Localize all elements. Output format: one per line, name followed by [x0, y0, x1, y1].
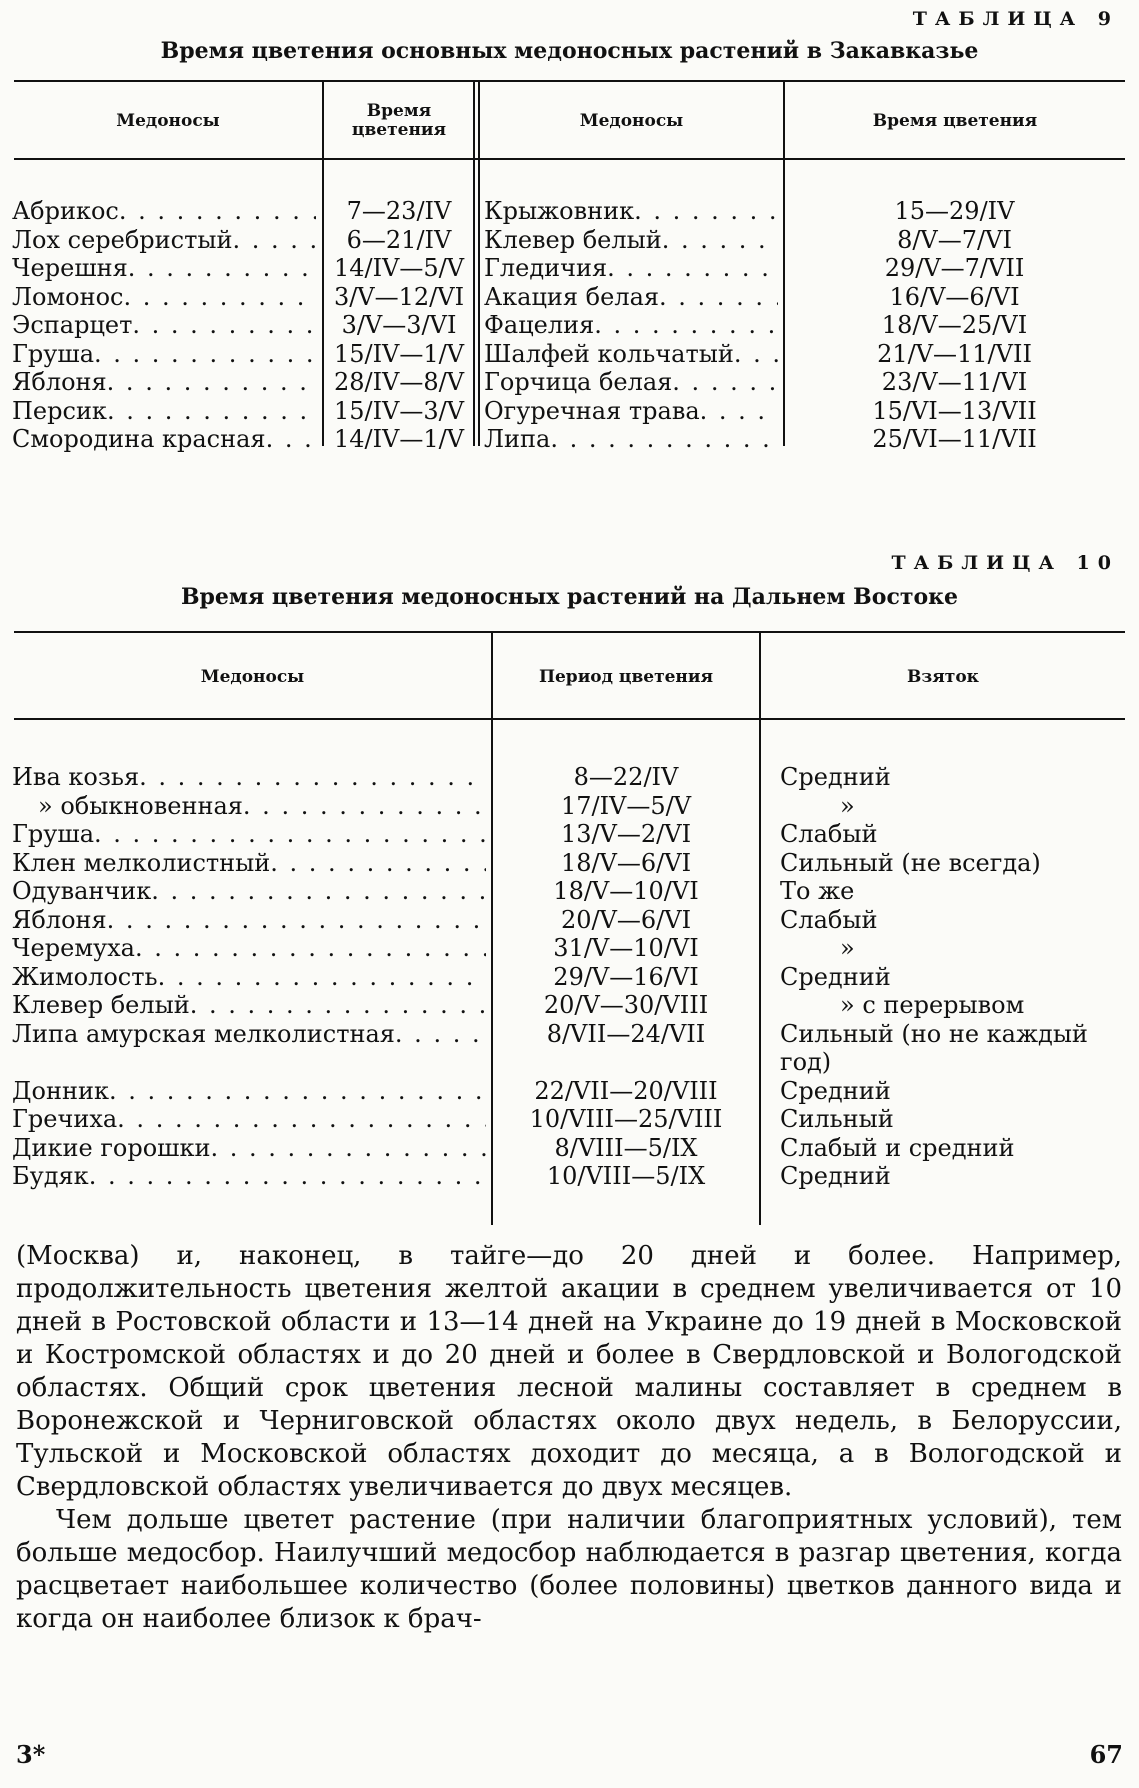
table-row: Горчица белая . . . [484, 368, 778, 397]
table9-right-names [484, 197, 778, 454]
table-row: Гречиха . . . [12, 1105, 486, 1134]
table10-header-plants: Медоносы [200, 667, 305, 687]
table-row: Черемуха . . . [12, 934, 486, 963]
table-cell: 10/VIII—5/IX [546, 1162, 706, 1190]
table-cell: 21/V—11/VII [877, 339, 1032, 368]
table-cell: 15/VI—13/VII [872, 396, 1037, 425]
table9-header-rule [14, 158, 1125, 160]
table10-header-rule [14, 718, 1125, 720]
table9-caption: ТАБЛИЦА 9 [912, 8, 1119, 30]
table-row: Груша . . . [12, 340, 316, 369]
table-cell: 22/VII—20/VIII [534, 1076, 718, 1105]
table-row: Яблоня . . . [12, 906, 486, 935]
table-cell: Средний [780, 763, 891, 791]
table-row: Липа . . . [484, 425, 778, 454]
table9-left-names [12, 197, 316, 454]
table-cell: То же [780, 877, 855, 905]
table-cell: Сильный [780, 1105, 894, 1133]
table-cell: 8/V—7/VI [897, 225, 1012, 254]
table-row: Ломонос . . . [12, 283, 316, 312]
table-row: Груша . . . [12, 820, 486, 849]
table-row: Фацелия . . . [484, 311, 778, 340]
table-cell: » с перерывом [840, 991, 1025, 1019]
table9-divider-1 [322, 82, 324, 446]
table-row: Эспарцет . . . [12, 311, 316, 340]
table-cell: 17/IV—5/V [560, 791, 692, 820]
table-cell: 8/VII—24/VII [546, 1019, 706, 1048]
table-cell: Слабый и средний [780, 1133, 1015, 1162]
table9-header-time-left: Время цветения [351, 101, 447, 140]
table-row: Шалфей кольчатый . . . [484, 340, 778, 369]
table-row: Ива козья . . . [12, 763, 486, 792]
table-cell: 3/V—3/VI [341, 311, 457, 339]
table10-divider-2 [759, 633, 761, 1225]
table10-names [12, 763, 486, 1191]
table9-left-times [326, 197, 472, 454]
body-text [16, 1240, 1122, 1636]
table9-header-time-right: Время цветения [872, 111, 1038, 131]
table-row: Гледичия . . . [484, 254, 778, 283]
table-cell: 8—22/IV [573, 763, 679, 791]
table-row: Донник . . . [12, 1077, 486, 1106]
table-row: Абрикос . . . [12, 197, 316, 226]
table-cell: 14/IV—1/V [333, 425, 465, 453]
table10-caption: ТАБЛИЦА 10 [891, 552, 1119, 574]
paragraph-1: (Москва) и, наконец, в тайге—до 20 дней и более. Например, продолжительность цветения желтой акации в среднем увеличивается от 10 дней в Ростовской области и 13—14 дней на Украине до 19 дней в Московской и Костромской областях и до 20 дней и более в Свердловской и Вологодской областях. Общий срок цветения лесной малины составляет в среднем в Воронежской и Черниговской областях около двух недель, в Белоруссии, Тульской и Московской областях доходит до месяца, а в Вологодской и Свердловской областях увеличивается до двух месяцев. [16, 1241, 1122, 1502]
table-cell: Средний [780, 1162, 891, 1190]
page-number: 67 [1089, 1740, 1123, 1769]
table-cell: Средний [780, 962, 891, 991]
table-cell: 6—21/IV [346, 225, 452, 254]
signature-mark: 3* [16, 1740, 46, 1769]
table-row: Огуречная трава . . . [484, 397, 778, 426]
table-cell: Средний [780, 1076, 891, 1105]
table-cell: 23/V—11/VI [881, 368, 1028, 396]
table-row: Персик . . . [12, 397, 316, 426]
table9-divider-2b [478, 82, 480, 446]
table-cell: 16/V—6/VI [889, 282, 1020, 311]
table-row: Липа амурская мелколистная . . . [12, 1020, 486, 1077]
table-row: Смородина красная . . . [12, 425, 316, 454]
table-cell: Сильный (но не каждый год) [780, 1019, 1088, 1076]
table-cell: 3/V—12/VI [333, 282, 465, 311]
table-row: » обыкновенная . . . [12, 792, 486, 821]
table-row: Будяк . . . [12, 1162, 486, 1191]
table-cell: 18/V—6/VI [560, 848, 692, 877]
table9-divider-3 [783, 82, 785, 446]
table-row: Клевер белый . . . [484, 226, 778, 255]
table-row: Акация белая . . . [484, 283, 778, 312]
table-cell: » [840, 791, 855, 820]
table-row: Дикие горошки . . . [12, 1134, 486, 1163]
table-cell: 15/IV—3/V [333, 396, 465, 425]
table-row: Крыжовник . . . [484, 197, 778, 226]
table9-divider-2 [473, 82, 475, 446]
table-row: Лох серебристый . . . [12, 226, 316, 255]
table-cell: Сильный (не всегда) [780, 848, 1041, 877]
table-row: Одуванчик . . . [12, 877, 486, 906]
table-cell: 7—23/IV [346, 197, 452, 225]
table-cell: 29/V—16/VI [553, 962, 699, 991]
table10-title: Время цветения медоносных растений на Дальнем Востоке [180, 584, 959, 610]
table10-periods [495, 763, 757, 1191]
table-row: Клен мелколистный . . . [12, 849, 486, 878]
table10-header-period: Период цветения [538, 667, 714, 687]
table9-right-times [787, 197, 1122, 454]
paragraph-2: Чем дольше цветет растение (при наличии благоприятных условий), тем больше медосбор. Наилучший медосбор наблюдается в разгар цветения, когда расцветает наибольшее количество (более половины) цветков данного вида и когда он наиболее близок к брач- [16, 1505, 1122, 1634]
table10-top-rule [14, 631, 1125, 633]
table10-divider-1 [491, 633, 493, 1225]
table-row: Яблоня . . . [12, 368, 316, 397]
table-cell: Слабый [780, 820, 878, 848]
table-cell: Слабый [780, 905, 878, 934]
table10-header-flow: Взяток [907, 667, 979, 687]
table-cell: 20/V—30/VIII [543, 991, 709, 1019]
table-cell: 10/VIII—25/VIII [529, 1105, 723, 1133]
table9-header-plants-right: Медоносы [579, 111, 684, 131]
table9-top-rule [14, 80, 1125, 82]
table-row: Клевер белый . . . [12, 991, 486, 1020]
table-cell: 14/IV—5/V [333, 254, 465, 282]
table-cell: 8/VIII—5/IX [554, 1133, 698, 1162]
table-cell: 18/V—25/VI [881, 311, 1028, 339]
table-cell: 29/V—7/VII [884, 254, 1025, 282]
table-cell: 15—29/IV [894, 197, 1015, 225]
table-cell: 18/V—10/VI [553, 877, 699, 905]
table-row: Жимолость . . . [12, 963, 486, 992]
table-cell: 13/V—2/VI [560, 820, 692, 848]
table-cell: 20/V—6/VI [560, 905, 692, 934]
table9-header-plants-left: Медоносы [116, 111, 220, 131]
table-cell: 15/IV—1/V [333, 339, 465, 368]
table-row: Черешня . . . [12, 254, 316, 283]
table-cell: 28/IV—8/V [333, 368, 465, 396]
table10-flows [780, 763, 1125, 1191]
table-cell: 31/V—10/VI [553, 934, 699, 962]
table9-title: Время цветения основных медоносных растений в Закавказье [160, 38, 979, 64]
table-cell: 25/VI—11/VII [872, 425, 1037, 453]
table-cell: » [840, 934, 855, 962]
